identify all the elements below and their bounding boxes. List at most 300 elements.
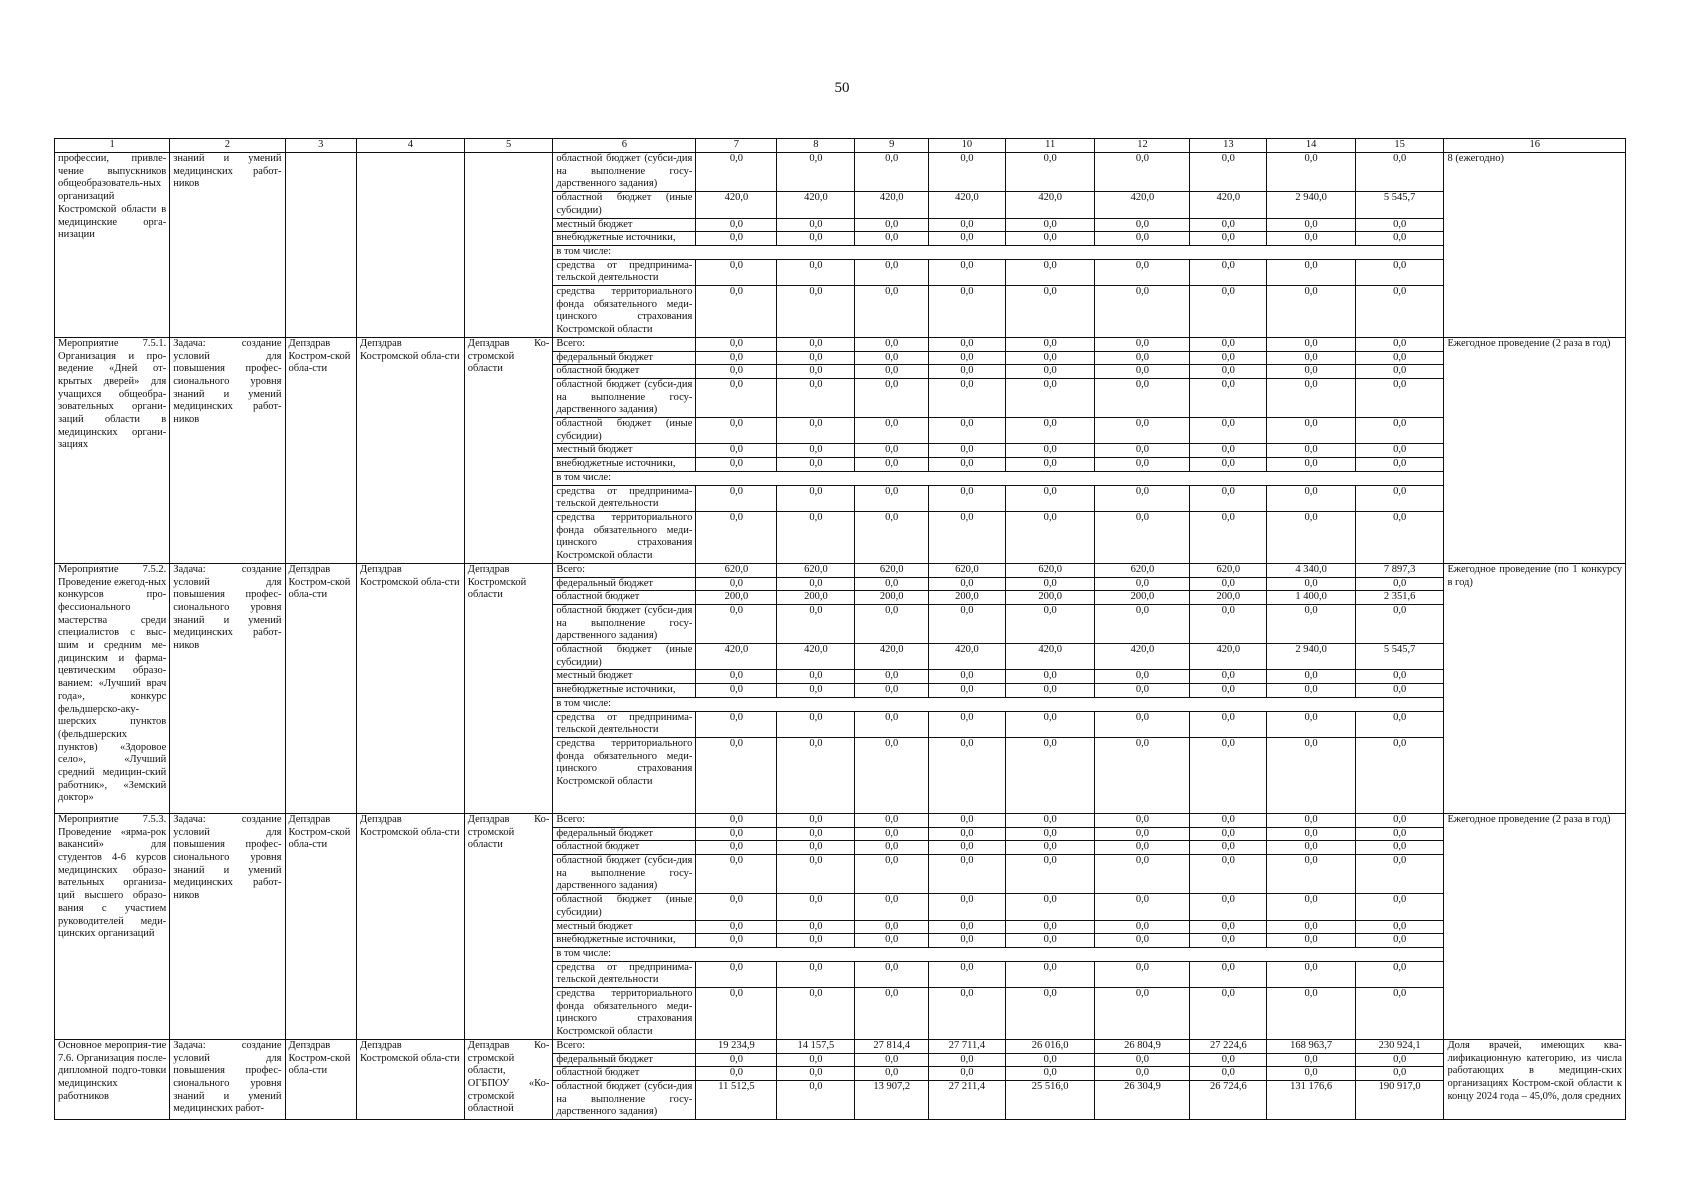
value-cell: 0,0 <box>777 458 855 472</box>
value-cell: 420,0 <box>1190 192 1267 218</box>
value-cell: 0,0 <box>1355 988 1444 1040</box>
value-cell: 0,0 <box>929 855 1006 894</box>
value-cell: 0,0 <box>1005 418 1095 444</box>
value-cell: 0,0 <box>1190 218 1267 232</box>
measure-c3: Депздрав Костром-ской обла-сти <box>285 813 357 1039</box>
value-cell: 0,0 <box>1267 485 1356 511</box>
value-cell: 0,0 <box>1095 841 1190 855</box>
column-header: 4 <box>357 139 465 153</box>
value-cell: 0,0 <box>696 1053 777 1067</box>
value-cell: 0,0 <box>929 961 1006 987</box>
value-cell: 0,0 <box>696 444 777 458</box>
value-cell: 0,0 <box>1190 351 1267 365</box>
value-cell: 0,0 <box>855 444 929 458</box>
value-cell: 2 940,0 <box>1267 644 1356 670</box>
value-cell: 0,0 <box>855 684 929 698</box>
value-cell: 0,0 <box>1267 286 1356 338</box>
value-cell: 0,0 <box>1190 365 1267 379</box>
value-cell: 0,0 <box>1355 1053 1444 1067</box>
column-header: 16 <box>1444 139 1626 153</box>
value-cell: 0,0 <box>1095 458 1190 472</box>
value-cell: 0,0 <box>1355 232 1444 246</box>
value-cell: 11 512,5 <box>696 1081 777 1120</box>
funding-source-cell: федеральный бюджет <box>553 351 696 365</box>
value-cell: 0,0 <box>1005 894 1095 920</box>
value-cell: 0,0 <box>929 894 1006 920</box>
value-cell: 0,0 <box>696 365 777 379</box>
measure-c3: Депздрав Костром-ской обла-сти <box>285 563 357 813</box>
value-cell: 0,0 <box>929 711 1006 737</box>
value-cell: 200,0 <box>777 591 855 605</box>
value-cell: 0,0 <box>855 286 929 338</box>
measure-c4 <box>357 153 465 338</box>
funding-source-cell: местный бюджет <box>553 670 696 684</box>
value-cell: 420,0 <box>1190 644 1267 670</box>
value-cell: 0,0 <box>929 232 1006 246</box>
value-cell: 0,0 <box>1095 1053 1190 1067</box>
value-cell: 420,0 <box>777 644 855 670</box>
value-cell: 0,0 <box>696 259 777 285</box>
value-cell: 0,0 <box>777 813 855 827</box>
value-cell: 420,0 <box>1005 192 1095 218</box>
value-cell: 0,0 <box>1267 684 1356 698</box>
value-cell: 620,0 <box>777 563 855 577</box>
funding-source-cell: в том числе: <box>553 697 1444 711</box>
value-cell: 0,0 <box>929 337 1006 351</box>
table-row <box>55 337 1626 351</box>
value-cell: 0,0 <box>1267 458 1356 472</box>
value-cell: 0,0 <box>1095 737 1190 813</box>
result-note-cell: Ежегодное проведение (по 1 конкурсу в год) <box>1444 563 1626 813</box>
value-cell: 0,0 <box>1190 1053 1267 1067</box>
value-cell: 0,0 <box>777 1081 855 1120</box>
value-cell: 0,0 <box>855 855 929 894</box>
value-cell: 0,0 <box>1267 511 1356 563</box>
value-cell: 0,0 <box>1005 827 1095 841</box>
value-cell: 0,0 <box>1095 604 1190 643</box>
value-cell: 0,0 <box>1005 934 1095 948</box>
funding-source-cell: Всего: <box>553 813 696 827</box>
value-cell: 0,0 <box>1095 232 1190 246</box>
value-cell: 0,0 <box>1190 813 1267 827</box>
value-cell: 0,0 <box>777 511 855 563</box>
value-cell: 0,0 <box>1190 511 1267 563</box>
value-cell: 0,0 <box>1005 511 1095 563</box>
value-cell: 0,0 <box>1267 1053 1356 1067</box>
value-cell: 0,0 <box>1355 378 1444 417</box>
measure-c5 <box>464 153 553 338</box>
value-cell: 0,0 <box>1005 286 1095 338</box>
value-cell: 0,0 <box>1355 670 1444 684</box>
value-cell: 0,0 <box>777 604 855 643</box>
value-cell: 26 804,9 <box>1095 1039 1190 1053</box>
column-header: 14 <box>1267 139 1356 153</box>
value-cell: 0,0 <box>929 577 1006 591</box>
value-cell: 420,0 <box>777 192 855 218</box>
value-cell: 0,0 <box>929 920 1006 934</box>
value-cell: 0,0 <box>1190 670 1267 684</box>
value-cell: 0,0 <box>1355 511 1444 563</box>
funding-source-cell: средства территориального фонда обязательного меди-цинского страхования Костромской области <box>553 286 696 338</box>
value-cell: 0,0 <box>1095 286 1190 338</box>
funding-source-cell: областной бюджет <box>553 1067 696 1081</box>
value-cell: 420,0 <box>929 644 1006 670</box>
funding-source-cell: средства от предпринима-тельской деятельности <box>553 259 696 285</box>
value-cell: 0,0 <box>696 813 777 827</box>
measure-c2: Задача: создание условий для повышения профес-сионального уровня знаний и умений медицинских работ-ников <box>170 337 285 563</box>
result-note-cell: Ежегодное проведение (2 раза в год) <box>1444 813 1626 1039</box>
value-cell: 420,0 <box>855 192 929 218</box>
funding-source-cell: в том числе: <box>553 947 1444 961</box>
value-cell: 0,0 <box>929 365 1006 379</box>
value-cell: 0,0 <box>929 934 1006 948</box>
value-cell: 2 351,6 <box>1355 591 1444 605</box>
value-cell: 0,0 <box>929 259 1006 285</box>
value-cell: 0,0 <box>1190 827 1267 841</box>
measure-c3: Депздрав Костром-ской обла-сти <box>285 1039 357 1119</box>
value-cell: 0,0 <box>1355 934 1444 948</box>
value-cell: 27 711,4 <box>929 1039 1006 1053</box>
measure-c4: Депздрав Костромской обла-сти <box>357 813 465 1039</box>
measure-c5: Депздрав Костромской области <box>464 563 553 813</box>
value-cell: 0,0 <box>1005 961 1095 987</box>
funding-source-cell: внебюджетные источники, <box>553 934 696 948</box>
value-cell: 0,0 <box>696 988 777 1040</box>
funding-source-cell: областной бюджет (субси-дия на выполнение госу-дарственного задания) <box>553 855 696 894</box>
value-cell: 0,0 <box>1267 604 1356 643</box>
value-cell: 0,0 <box>1005 232 1095 246</box>
value-cell: 0,0 <box>1267 444 1356 458</box>
value-cell: 0,0 <box>1005 604 1095 643</box>
value-cell: 0,0 <box>1267 351 1356 365</box>
value-cell: 0,0 <box>1267 670 1356 684</box>
value-cell: 0,0 <box>855 232 929 246</box>
value-cell: 0,0 <box>1267 1067 1356 1081</box>
value-cell: 0,0 <box>1005 365 1095 379</box>
value-cell: 620,0 <box>1095 563 1190 577</box>
value-cell: 0,0 <box>777 218 855 232</box>
value-cell: 0,0 <box>1355 458 1444 472</box>
measure-c5: Депздрав Ко-стромской области <box>464 813 553 1039</box>
funding-source-cell: Всего: <box>553 563 696 577</box>
column-header: 12 <box>1095 139 1190 153</box>
value-cell: 0,0 <box>1005 444 1095 458</box>
measure-c4: Депздрав Костромской обла-сти <box>357 1039 465 1119</box>
value-cell: 0,0 <box>1355 259 1444 285</box>
value-cell: 0,0 <box>1095 365 1190 379</box>
value-cell: 0,0 <box>855 378 929 417</box>
value-cell: 0,0 <box>1190 577 1267 591</box>
funding-source-cell: в том числе: <box>553 245 1444 259</box>
value-cell: 620,0 <box>1005 563 1095 577</box>
value-cell: 27 224,6 <box>1190 1039 1267 1053</box>
value-cell: 0,0 <box>929 351 1006 365</box>
value-cell: 0,0 <box>855 153 929 192</box>
value-cell: 0,0 <box>1355 827 1444 841</box>
column-header: 7 <box>696 139 777 153</box>
table-row <box>55 153 1626 192</box>
value-cell: 0,0 <box>777 286 855 338</box>
value-cell: 0,0 <box>1355 418 1444 444</box>
value-cell: 0,0 <box>696 286 777 338</box>
measure-c3 <box>285 153 357 338</box>
value-cell: 0,0 <box>855 737 929 813</box>
value-cell: 0,0 <box>696 418 777 444</box>
value-cell: 0,0 <box>929 218 1006 232</box>
value-cell: 0,0 <box>929 1053 1006 1067</box>
value-cell: 0,0 <box>1267 365 1356 379</box>
value-cell: 200,0 <box>1095 591 1190 605</box>
value-cell: 0,0 <box>696 351 777 365</box>
value-cell: 0,0 <box>696 485 777 511</box>
value-cell: 0,0 <box>777 920 855 934</box>
funding-source-cell: Всего: <box>553 1039 696 1053</box>
value-cell: 420,0 <box>696 644 777 670</box>
column-header: 1 <box>55 139 170 153</box>
funding-source-cell: средства от предпринима-тельской деятельности <box>553 485 696 511</box>
value-cell: 0,0 <box>777 827 855 841</box>
column-header: 6 <box>553 139 696 153</box>
value-cell: 0,0 <box>929 988 1006 1040</box>
value-cell: 0,0 <box>777 737 855 813</box>
value-cell: 0,0 <box>1095 684 1190 698</box>
funding-source-cell: областной бюджет (субси-дия на выполнение госу-дарственного задания) <box>553 378 696 417</box>
value-cell: 5 545,7 <box>1355 192 1444 218</box>
value-cell: 0,0 <box>696 934 777 948</box>
funding-source-cell: федеральный бюджет <box>553 1053 696 1067</box>
value-cell: 0,0 <box>1005 1067 1095 1081</box>
measure-c5: Депздрав Ко-стромской области, ОГБПОУ «Ко-стромской областной <box>464 1039 553 1119</box>
value-cell: 0,0 <box>1190 604 1267 643</box>
value-cell: 0,0 <box>929 444 1006 458</box>
value-cell: 0,0 <box>1190 378 1267 417</box>
funding-source-cell: местный бюджет <box>553 218 696 232</box>
value-cell: 0,0 <box>696 855 777 894</box>
value-cell: 620,0 <box>1190 563 1267 577</box>
value-cell: 0,0 <box>777 259 855 285</box>
value-cell: 0,0 <box>1190 934 1267 948</box>
value-cell: 0,0 <box>929 684 1006 698</box>
value-cell: 0,0 <box>1355 604 1444 643</box>
value-cell: 0,0 <box>777 894 855 920</box>
table-header-row <box>55 139 1626 153</box>
value-cell: 0,0 <box>1095 894 1190 920</box>
result-note-cell: 8 (ежегодно) <box>1444 153 1626 338</box>
measure-c4: Депздрав Костромской обла-сти <box>357 337 465 563</box>
value-cell: 0,0 <box>855 711 929 737</box>
value-cell: 0,0 <box>929 511 1006 563</box>
value-cell: 0,0 <box>1355 337 1444 351</box>
value-cell: 0,0 <box>1355 684 1444 698</box>
value-cell: 0,0 <box>777 351 855 365</box>
value-cell: 0,0 <box>1267 337 1356 351</box>
value-cell: 0,0 <box>1095 813 1190 827</box>
value-cell: 0,0 <box>1190 259 1267 285</box>
funding-source-cell: средства территориального фонда обязательного меди-цинского страхования Костромской области <box>553 511 696 563</box>
table-body <box>55 139 1626 1120</box>
value-cell: 0,0 <box>777 378 855 417</box>
measure-c2: Задача: создание условий для повышения профес-сионального уровня знаний и умений медицинских работ-ников <box>170 563 285 813</box>
funding-source-cell: средства от предпринима-тельской деятельности <box>553 961 696 987</box>
measure-c2: знаний и умений медицинских работ-ников <box>170 153 285 338</box>
measure-c5: Депздрав Ко-стромской области <box>464 337 553 563</box>
value-cell: 0,0 <box>1095 337 1190 351</box>
funding-source-cell: областной бюджет (иные субсидии) <box>553 418 696 444</box>
value-cell: 0,0 <box>1355 365 1444 379</box>
value-cell: 2 940,0 <box>1267 192 1356 218</box>
value-cell: 0,0 <box>1095 988 1190 1040</box>
value-cell: 0,0 <box>696 337 777 351</box>
value-cell: 0,0 <box>777 232 855 246</box>
page-number: 50 <box>834 80 850 96</box>
value-cell: 0,0 <box>1267 259 1356 285</box>
value-cell: 0,0 <box>696 961 777 987</box>
value-cell: 0,0 <box>1190 684 1267 698</box>
value-cell: 0,0 <box>855 934 929 948</box>
value-cell: 0,0 <box>1267 737 1356 813</box>
value-cell: 0,0 <box>1005 813 1095 827</box>
value-cell: 0,0 <box>1005 737 1095 813</box>
value-cell: 0,0 <box>1005 337 1095 351</box>
value-cell: 0,0 <box>1190 988 1267 1040</box>
funding-source-cell: местный бюджет <box>553 444 696 458</box>
value-cell: 0,0 <box>777 855 855 894</box>
value-cell: 168 963,7 <box>1267 1039 1356 1053</box>
funding-source-cell: областной бюджет (субси-дия на выполнение госу-дарственного задания) <box>553 1081 696 1120</box>
value-cell: 0,0 <box>1190 1067 1267 1081</box>
funding-source-cell: областной бюджет <box>553 365 696 379</box>
value-cell: 0,0 <box>1355 485 1444 511</box>
value-cell: 0,0 <box>855 337 929 351</box>
funding-source-cell: внебюджетные источники, <box>553 232 696 246</box>
value-cell: 0,0 <box>777 841 855 855</box>
value-cell: 0,0 <box>1190 444 1267 458</box>
value-cell: 0,0 <box>1355 351 1444 365</box>
value-cell: 0,0 <box>1355 153 1444 192</box>
measure-c1: Мероприятие 7.5.2. Проведение ежегод-ных конкурсов про-фессионального мастерства среди специалистов с выс-шим и средним ме-дицинским и фарма-цевтическим образо-ванием: «Лучший врач года», конкурс фельдшерско-аку-шерских пунктов (фельдшерских пунктов) «Здоровое село», «Лучший средний медицин-ский работник», «Земский доктор» <box>55 563 170 813</box>
value-cell: 0,0 <box>1095 351 1190 365</box>
value-cell: 0,0 <box>1267 418 1356 444</box>
value-cell: 0,0 <box>855 894 929 920</box>
value-cell: 0,0 <box>1005 920 1095 934</box>
value-cell: 0,0 <box>855 670 929 684</box>
value-cell: 0,0 <box>1355 855 1444 894</box>
value-cell: 0,0 <box>855 1053 929 1067</box>
value-cell: 0,0 <box>1267 827 1356 841</box>
value-cell: 420,0 <box>1095 644 1190 670</box>
value-cell: 131 176,6 <box>1267 1081 1356 1120</box>
funding-source-cell: областной бюджет (субси-дия на выполнение госу-дарственного задания) <box>553 153 696 192</box>
value-cell: 0,0 <box>1190 286 1267 338</box>
value-cell: 0,0 <box>929 1067 1006 1081</box>
funding-source-cell: федеральный бюджет <box>553 577 696 591</box>
value-cell: 0,0 <box>929 378 1006 417</box>
value-cell: 0,0 <box>696 827 777 841</box>
measure-c4: Депздрав Костромской обла-сти <box>357 563 465 813</box>
value-cell: 0,0 <box>1095 418 1190 444</box>
value-cell: 0,0 <box>929 737 1006 813</box>
value-cell: 14 157,5 <box>777 1039 855 1053</box>
value-cell: 0,0 <box>855 813 929 827</box>
funding-source-cell: федеральный бюджет <box>553 827 696 841</box>
value-cell: 0,0 <box>1005 988 1095 1040</box>
value-cell: 0,0 <box>1005 711 1095 737</box>
value-cell: 0,0 <box>696 218 777 232</box>
value-cell: 0,0 <box>696 670 777 684</box>
value-cell: 5 545,7 <box>1355 644 1444 670</box>
value-cell: 0,0 <box>855 841 929 855</box>
column-header: 8 <box>777 139 855 153</box>
value-cell: 0,0 <box>696 920 777 934</box>
value-cell: 420,0 <box>929 192 1006 218</box>
value-cell: 0,0 <box>777 670 855 684</box>
value-cell: 620,0 <box>855 563 929 577</box>
value-cell: 0,0 <box>1355 841 1444 855</box>
value-cell: 0,0 <box>696 232 777 246</box>
value-cell: 0,0 <box>855 961 929 987</box>
funding-source-cell: средства от предпринима-тельской деятельности <box>553 711 696 737</box>
value-cell: 0,0 <box>1355 961 1444 987</box>
funding-source-cell: областной бюджет (иные субсидии) <box>553 192 696 218</box>
value-cell: 0,0 <box>1095 218 1190 232</box>
value-cell: 0,0 <box>1190 458 1267 472</box>
value-cell: 0,0 <box>1267 855 1356 894</box>
measure-c3: Депздрав Костром-ской обла-сти <box>285 337 357 563</box>
value-cell: 0,0 <box>777 684 855 698</box>
value-cell: 0,0 <box>1355 218 1444 232</box>
value-cell: 230 924,1 <box>1355 1039 1444 1053</box>
value-cell: 0,0 <box>1267 153 1356 192</box>
value-cell: 0,0 <box>1190 920 1267 934</box>
measure-c1: Мероприятие 7.5.1. Организация и про-ведение «Дней от-крытых дверей» для учащихся общеобра-зовательных органи-заций области в медицинских органи-зациях <box>55 337 170 563</box>
value-cell: 0,0 <box>855 604 929 643</box>
measure-c2: Задача: создание условий для повышения профес-сионального уровня знаний и умений медицинских работ-ников <box>170 813 285 1039</box>
value-cell: 0,0 <box>1355 711 1444 737</box>
funding-source-cell: областной бюджет <box>553 591 696 605</box>
value-cell: 0,0 <box>855 259 929 285</box>
column-header: 3 <box>285 139 357 153</box>
value-cell: 0,0 <box>777 1053 855 1067</box>
value-cell: 0,0 <box>929 670 1006 684</box>
value-cell: 0,0 <box>1005 218 1095 232</box>
value-cell: 0,0 <box>1267 218 1356 232</box>
value-cell: 0,0 <box>1267 934 1356 948</box>
value-cell: 19 234,9 <box>696 1039 777 1053</box>
table-row <box>55 563 1626 577</box>
value-cell: 4 340,0 <box>1267 563 1356 577</box>
column-header: 10 <box>929 139 1006 153</box>
value-cell: 0,0 <box>855 218 929 232</box>
value-cell: 0,0 <box>777 961 855 987</box>
value-cell: 0,0 <box>777 577 855 591</box>
value-cell: 0,0 <box>855 365 929 379</box>
value-cell: 0,0 <box>855 920 929 934</box>
value-cell: 0,0 <box>1267 894 1356 920</box>
value-cell: 0,0 <box>1190 894 1267 920</box>
value-cell: 200,0 <box>696 591 777 605</box>
value-cell: 0,0 <box>1005 577 1095 591</box>
value-cell: 0,0 <box>1095 920 1190 934</box>
value-cell: 0,0 <box>777 365 855 379</box>
value-cell: 0,0 <box>855 485 929 511</box>
value-cell: 0,0 <box>1190 855 1267 894</box>
budget-table <box>54 138 1626 1120</box>
value-cell: 0,0 <box>1005 378 1095 417</box>
value-cell: 0,0 <box>1005 684 1095 698</box>
value-cell: 620,0 <box>929 563 1006 577</box>
value-cell: 0,0 <box>1267 988 1356 1040</box>
result-note-cell: Доля врачей, имеющих ква-лификационную категорию, из числа работающих в медицин-ских организациях Костром-ской области к концу 2024 года – 45,0%, доля средних <box>1444 1039 1626 1119</box>
